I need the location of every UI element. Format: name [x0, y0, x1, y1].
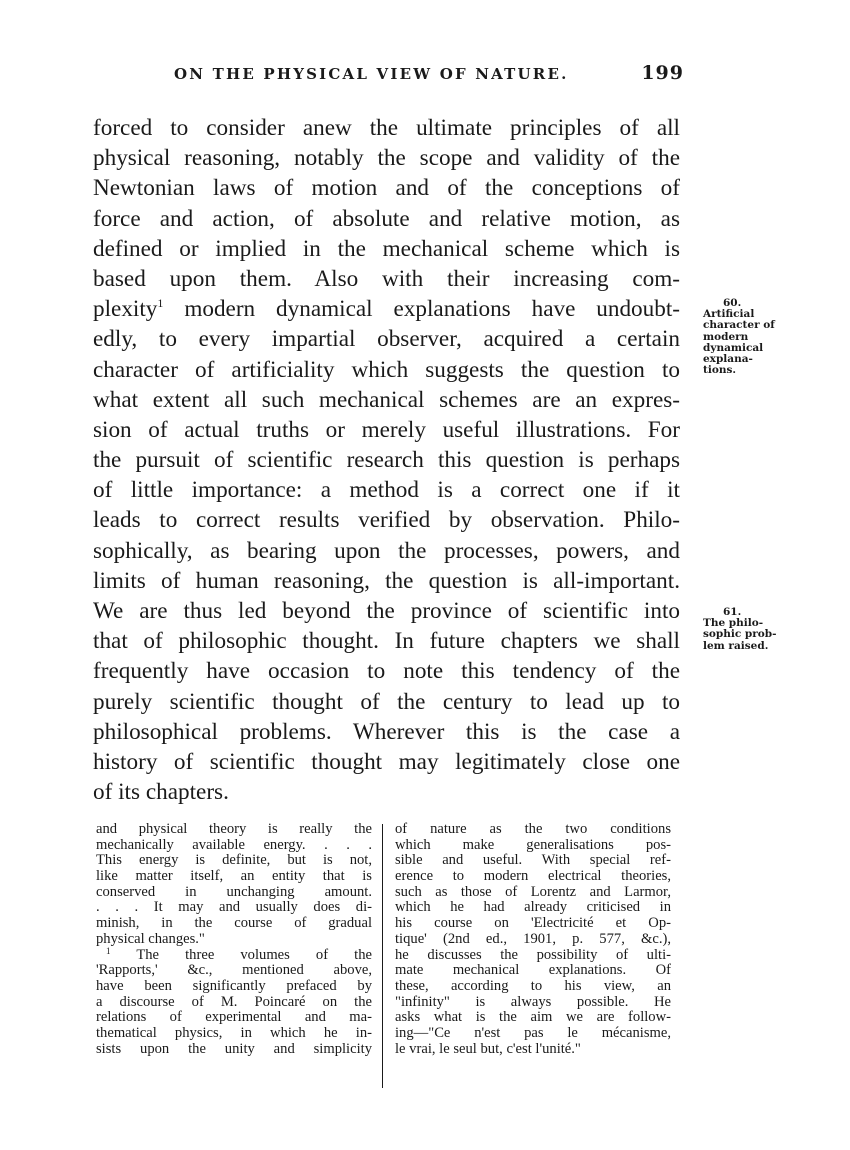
body-line: edly, to every impartial observer, acquired a certain: [93, 326, 680, 353]
margin-note-line: character of: [703, 319, 775, 332]
footnote-reference[interactable]: 1: [157, 296, 164, 311]
margin-note-line: The philo-: [703, 617, 764, 630]
footnote-line: like matter itself, an entity that is: [96, 868, 372, 885]
margin-note-61: [703, 607, 777, 652]
footnote-line: tique' (2nd ed., 1901, p. 577, &c.),: [395, 930, 671, 947]
body-line: force and action, of absolute and relative motion, as: [93, 205, 680, 232]
margin-note-60: [703, 298, 775, 376]
footnote-line: mate mechanical explanations. Of: [395, 962, 671, 979]
footnote-line: of nature as the two conditions: [395, 821, 671, 837]
footnotes: [96, 822, 676, 1088]
body-line: limits of human reasoning, the question is all-important.: [93, 567, 680, 594]
footnote-line: physical changes.": [96, 930, 205, 947]
footnote-marker: 1: [106, 945, 111, 956]
margin-note-line: dynamical: [703, 341, 764, 354]
body-text: [93, 113, 680, 807]
margin-note-line: Artificial: [703, 308, 755, 321]
body-line: frequently have occasion to note this tendency of the: [93, 658, 680, 685]
footnote-line: "infinity" is always possible. He: [395, 993, 671, 1010]
body-line: sophically, as bearing upon the processes, powers, and: [93, 537, 680, 564]
body-line: based upon them. Also with their increasing com-: [93, 265, 680, 292]
footnote-line: such as those of Lorentz and Larmor,: [395, 883, 671, 900]
body-line: sion of actual truths or merely useful illustrations. For: [93, 416, 680, 443]
body-line: character of artificiality which suggests the question to: [93, 356, 680, 383]
footnote-line: sible and useful. With special ref-: [395, 852, 671, 869]
footnote-line: asks what is the aim we are follow-: [395, 1009, 671, 1026]
footnote-line: [96, 945, 373, 964]
footnote-line: these, according to his view, an: [395, 977, 671, 994]
margin-note-number: 60.: [723, 297, 742, 309]
footnote-line: conserved in unchanging amount.: [96, 883, 372, 900]
page-number: 199: [641, 62, 684, 84]
running-title: ON THE PHYSICAL VIEW OF NATURE.: [174, 65, 569, 83]
footnote-text: The three volumes of the: [136, 946, 373, 963]
body-line: purely scientific thought of the century to lead up to: [93, 688, 680, 715]
margin-note-line: modern: [703, 330, 749, 343]
margin-note-line: tions.: [703, 364, 737, 377]
footnote-column-left: [96, 822, 382, 1088]
margin-note-line: explana-: [703, 353, 753, 366]
margin-note-line: sophic prob-: [703, 628, 777, 641]
running-head: [174, 62, 684, 92]
footnote-line: his course on 'Electricité et Op-: [395, 915, 671, 932]
footnote-line: which he had already criticised in: [395, 899, 671, 916]
body-line: of its chapters.: [93, 779, 229, 806]
body-line: leads to correct results verified by observation. Philo-: [93, 507, 680, 534]
body-line: [93, 294, 680, 324]
body-line-word: plexity: [93, 296, 158, 323]
body-line: of little importance: a method is a correct one if it: [93, 477, 680, 504]
footnote-line: . . . It may and usually does di-: [96, 899, 372, 916]
margin-note-number: 61.: [723, 606, 742, 618]
footnote-line: and physical theory is really the: [96, 821, 372, 837]
body-line: physical reasoning, notably the scope and validity of the: [93, 145, 680, 172]
body-line: that of philosophic thought. In future chapters we shall: [93, 628, 680, 655]
footnote-line: mechanically available energy. . . .: [96, 836, 372, 853]
body-line: the pursuit of scientific research this question is perhaps: [93, 447, 680, 474]
margin-note-line: lem raised.: [703, 639, 769, 652]
footnote-line: minish, in the course of gradual: [96, 915, 372, 932]
footnote-line: erence to modern electrical theories,: [395, 868, 671, 885]
footnote-line: This energy is definite, but is not,: [96, 852, 372, 869]
body-line: forced to consider anew the ultimate principles of all: [93, 115, 680, 141]
body-line: history of scientific thought may legitimately close one: [93, 748, 680, 775]
footnote-line: he discusses the possibility of ulti-: [395, 946, 671, 963]
footnote-line: ing—"Ce n'est pas le mécanisme,: [395, 1024, 671, 1041]
footnote-line: which make generalisations pos-: [395, 836, 671, 853]
footnote-line: thematical physics, in which he in-: [96, 1024, 372, 1041]
body-line: defined or implied in the mechanical scheme which is: [93, 235, 680, 262]
footnote-column-right: [383, 822, 671, 1088]
footnote-line: sists upon the unity and simplicity: [96, 1040, 372, 1057]
body-line: what extent all such mechanical schemes are an expres-: [93, 386, 680, 413]
body-line: We are thus led beyond the province of scientific into: [93, 598, 680, 624]
footnote-line: 'Rapports,' &c., mentioned above,: [96, 962, 372, 979]
footnote-line: have been significantly prefaced by: [96, 977, 372, 994]
body-line: Newtonian laws of motion and of the conceptions of: [93, 175, 680, 202]
footnote-line: relations of experimental and ma-: [96, 1009, 372, 1026]
body-line-rest: modern dynamical explanations have undoubt-: [184, 296, 680, 323]
footnote-line: le vrai, le seul but, c'est l'unité.": [395, 1040, 581, 1057]
footnote-line: a discourse of M. Poincaré on the: [96, 993, 372, 1010]
body-line: philosophical problems. Wherever this is the case a: [93, 718, 680, 745]
